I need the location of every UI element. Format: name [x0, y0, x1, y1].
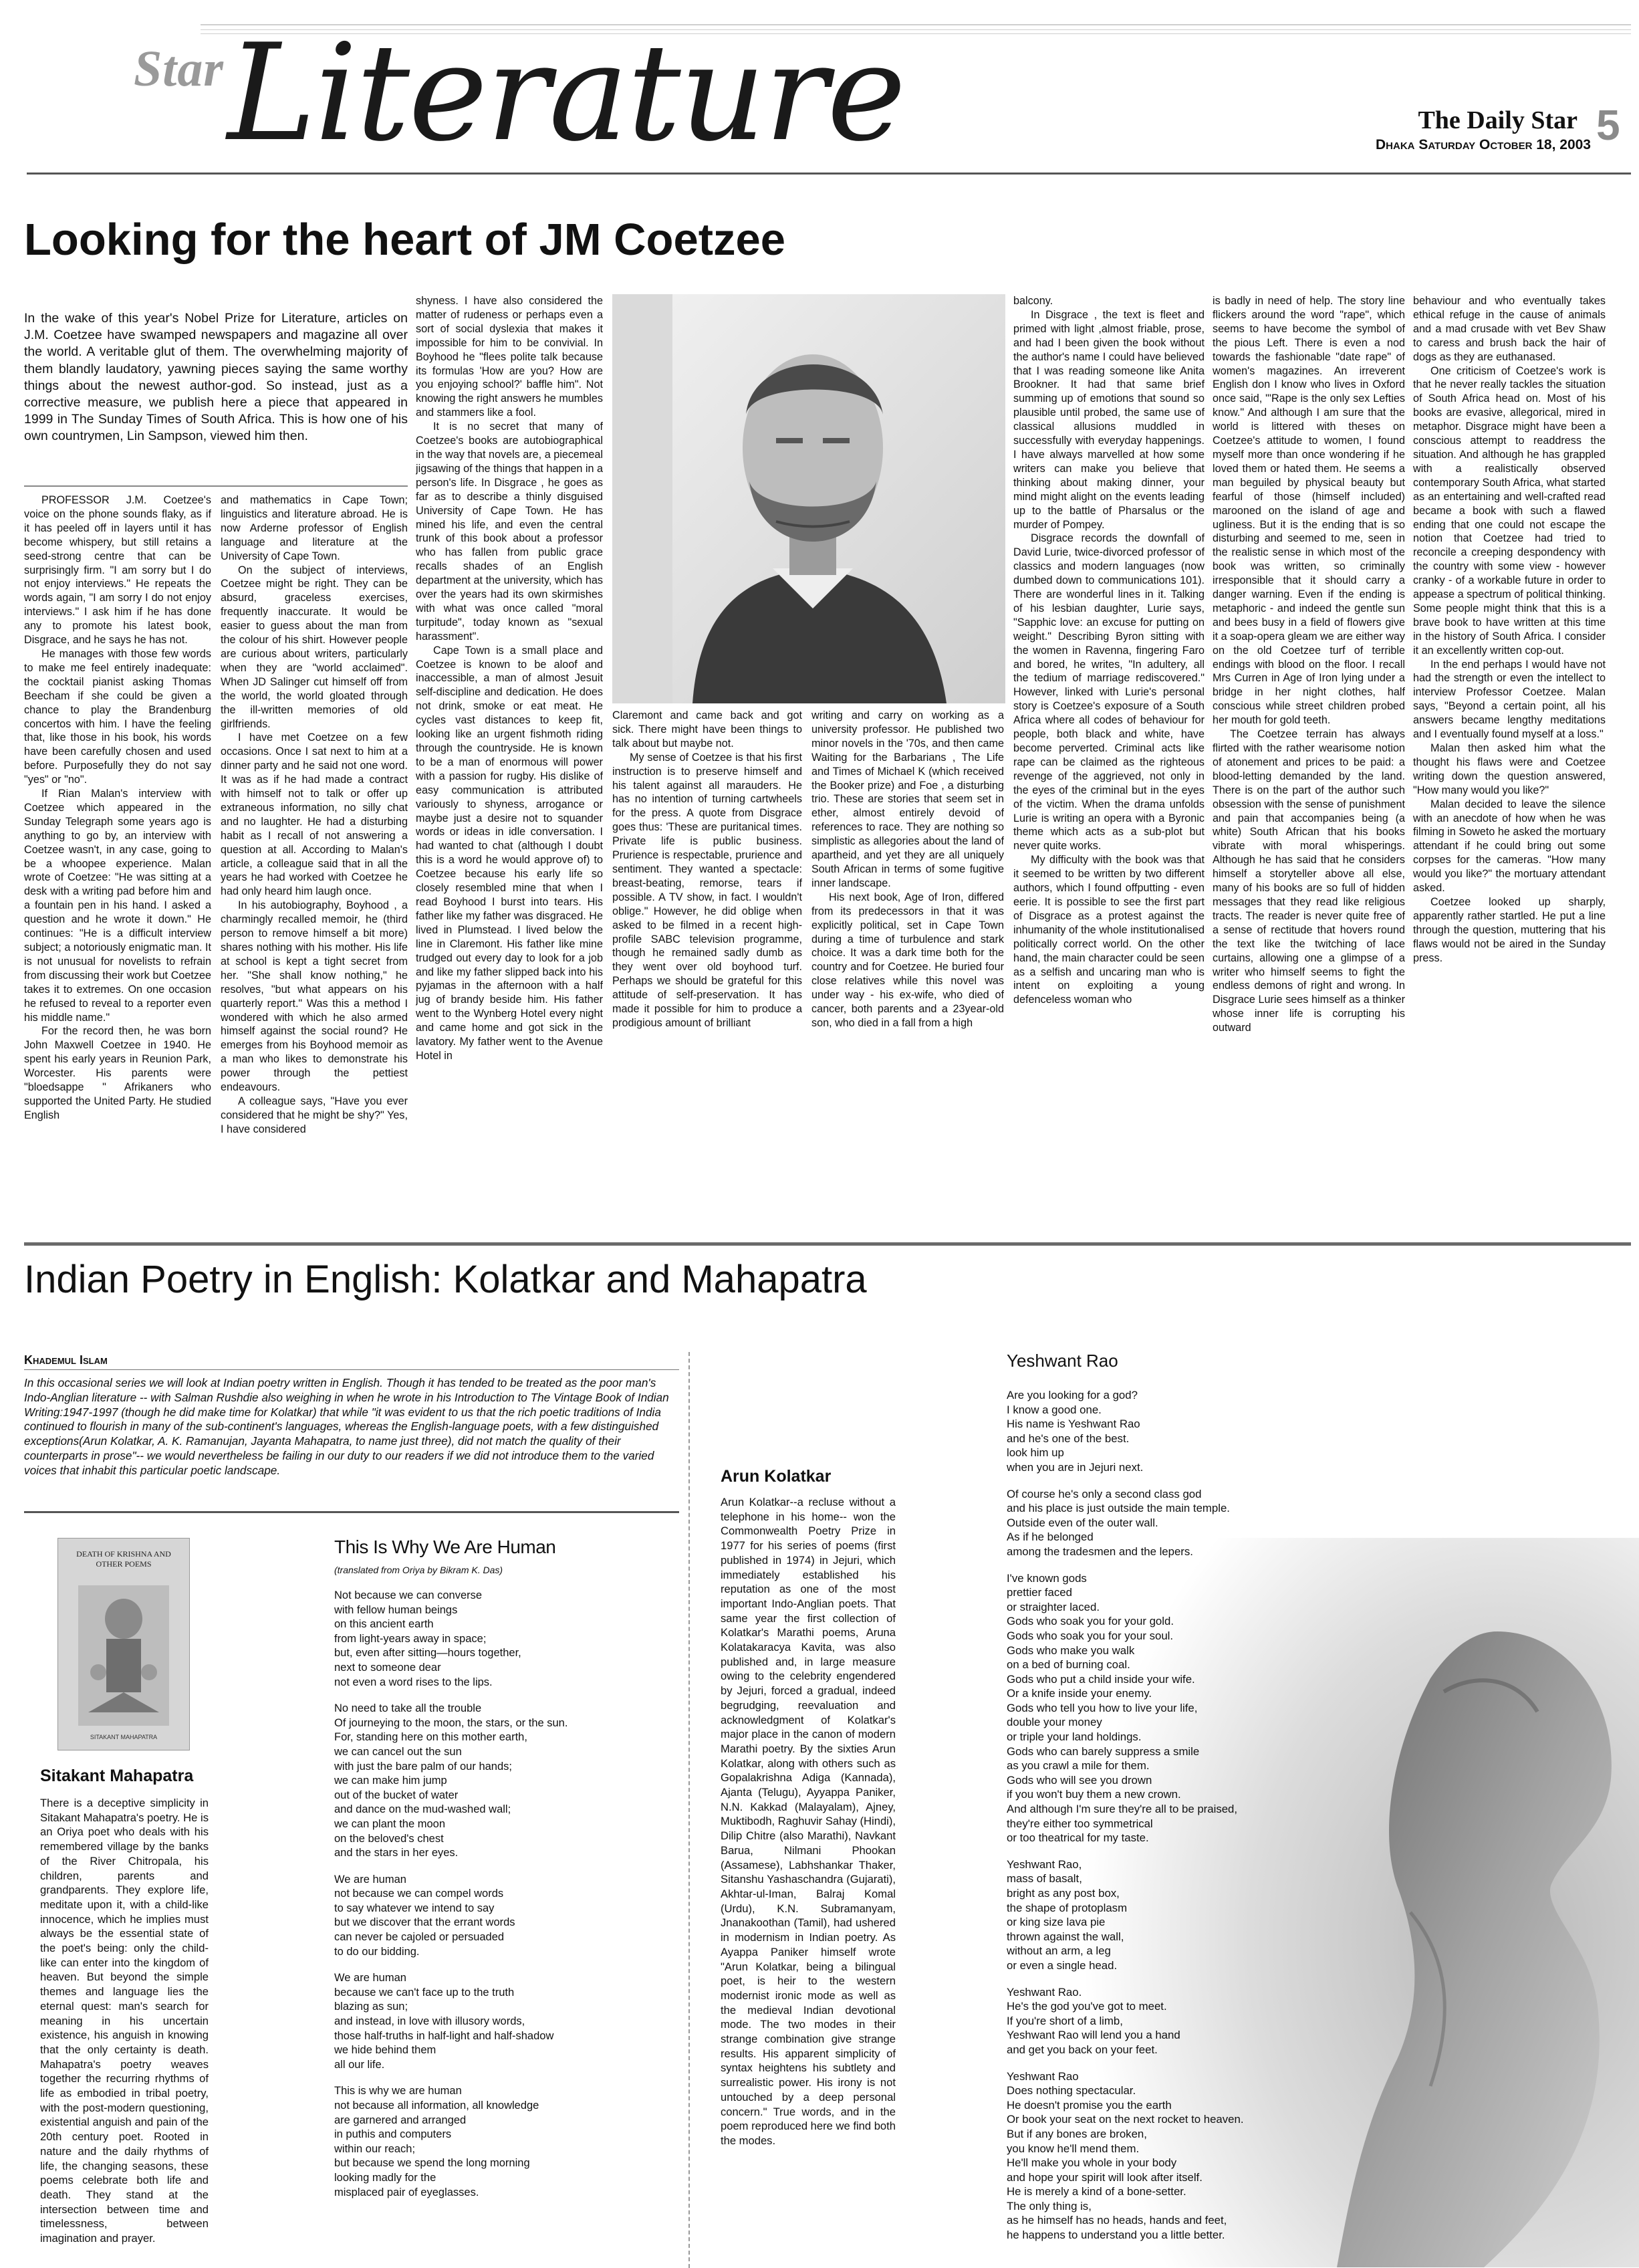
kolatkar-heading: Arun Kolatkar	[721, 1467, 832, 1486]
human-poem-subtitle: (translated from Oriya by Bikram K. Das)	[334, 1565, 503, 1575]
article-paragraph: behaviour and who eventually takes ethical refuge in the cause of animals and a mad crusade with vet Bev Shaw to caress and brush back the hair of dogs as they are euthanased.	[1413, 295, 1606, 363]
yeshwant-poem-body	[1007, 1388, 1434, 2267]
coetzee-column-3	[416, 294, 603, 1230]
article-paragraph: My difficulty with the book was that it seemed to be written by two different authors, which I found offputting - even eerie. It is possible to see the first part of Disgrace as a protest against the inhumanity of the whole institutionalised politically correct world. On the other hand, the main character could be seen as a selfish and uncaring man who is intent on exploiting a young defenceless woman who	[1013, 854, 1205, 1006]
coetzee-intro: In the wake of this year's Nobel Prize for Literature, articles on J.M. Coetzee have swamped newspapers and magazine all over the world. A veritable glut of them. The overwhelming majority of them blandly laudatory, yawning pieces saying the same worthy things about the newest author-god. So instead, just as a corrective measure, we publish here a piece that appeared in 1999 in The Sunday Times of South Africa. This is how one of his own countrymen, Lin Sampson, viewed him then.	[24, 311, 408, 444]
coetzee-column-1	[24, 493, 211, 1229]
book-cover-title: DEATH OF KRISHNA AND OTHER POEMS	[76, 1549, 171, 1569]
article-paragraph: is badly in need of help. The story line flickers around the word "rape", which seems to have become the symbol of the pious Left. There is even a nod towards the fashionable "date rape" of women's magazines. An irreverent English don I know who lives in Oxford once said, "'Rape is the only sex Lefties know." And although I am sure that the world is littered with theses on Coetzee's attitude to women, I found myself more than once wondering if he loved them or hated them. He seems a man beguiled by physical beauty but fearful of those (himself included) marooned on the island of age and ugliness. But it is the ending that is so disturbing and seemed to me, seen in the realistic sense in which most of the book was written, so criminally irresponsible that it should carry a danger warning. Even if the ending is metaphoric - and indeed the gentle sun and bees busy in a field of flowers give it a soap-opera gleam we are either way on the old Coetzee turf of terrible endings with blood on the floor. I recall Mrs Curren in Age of Iron lying under a bridge in her night clothes, half conscious while street children probed her mouth for gold teeth.	[1213, 295, 1405, 727]
poem-stanza: Are you looking for a god? I know a good one. His name is Yeshwant Rao and he's one of the best. look him up when you are in Jejuri next.	[1007, 1389, 1144, 1474]
article-paragraph: Coetzee looked up sharply, apparently rather startled. He put a line through the question, muttering that his flaws would not be aired in the Sunday press.	[1413, 895, 1606, 964]
poem-stanza: I've known gods prettier faced or straighter laced. Gods who soak you for your gold. Gods who soak you for your soul. Gods who make you walk on a bed of burning coal. Gods who put a child inside your wife. Or a knife inside your enemy. Gods who tell you how to live your life, double your money or triple your land holdings. Gods who can barely suppress a smile as you crawl a mile for them. Gods who will see you drown if you won't buy them a new crown. And although I'm sure they're all to be praised, they're either too symmetrical or too theatrical for my taste.	[1007, 1571, 1238, 1845]
book-cover-image	[57, 1538, 190, 1750]
article-paragraph: The Coetzee terrain has always flirted with the rather wearisome notion of atonement and prices to be paid: a blood-letting demanded by the land. There is on the part of the author such obsession with the sense of punishment and pain that accompanies being (a white) South African that his books vibrate with moral whisperings. Although he has said that he considers himself a storyteller above all else, many of his books are so full of hidden messages that they read like religious tracts. The reader is never quite free of a sense of rectitude that hovers round the text like the twitching of lace curtains, allowing one a glimpse of a writer who himself seems to fight the endless demons of right and wrong. In Disgrace Lurie sees himself as a thinker whose inner life is corrupting his outward	[1213, 728, 1405, 1034]
page-number: 5	[1596, 101, 1620, 149]
poem-stanza: Of course he's only a second class god and his place is just outside the main temple. Outside even of the outer wall. As if he belonged among the tradesmen and the lepers.	[1007, 1487, 1230, 1558]
article-paragraph: In his autobiography, Boyhood , a charmingly recalled memoir, he (third person to remove himself a bit more) shares nothing with his mother. His life at school is kept a tight secret from her. "She shall know nothing," he resolves, "but what appears on his quarterly report." Was this a method I wondered with which he also armed himself against the social round? He emerges from his Boyhood memoir as a man who likes to demonstrate his power through the pettiest endeavours.	[221, 899, 408, 1094]
masthead-underline	[27, 173, 1631, 175]
article-paragraph: I have met Coetzee on a few occasions. Once I sat next to him at a dinner party and he said not one word. It was as if he had made a contract with himself not to talk or offer up extraneous information, no silly chat and no laughter. He had a disturbing habit as I recall of not answering a question at all. According to Malan's article, a colleague said that in all the years he had worked with Coetzee he had only heard him laugh once.	[221, 731, 408, 898]
indian-byline: Khademul Islam	[24, 1353, 108, 1367]
article-paragraph: Cape Town is a small place and Coetzee is known to be aloof and inaccessible, a man of almost Jesuit self-discipline and dedication. He does not drink, smoke or eat meat. He cycles vast distances to keep fit, looking like an urgent fishmoth riding through the countryside. He is known to be a man of enormous will power with a passion for rugby. His dislike of easy communication is attributed variously to shyness, arrogance or maybe just a desire not to squander words or ideas in idle conversation. I had wanted to chat (although I doubt this is a word he would approve of) to Coetzee because his early life so closely resembled mine that when I read Boyhood I burst into tears. His father like my father was disgraced. He lived in Plumstead. I lived below the line in Claremont. His father like mine trudged out every day to look for a job and like my father slipped back into his pyjamas in the afternoon with a half jug of brandy beside him. His father went to the Wynberg Hotel every night and came home and got sick in the lavatory. My father went to the Avenue Hotel in	[416, 644, 603, 1062]
article-paragraph: Malan then asked him what the thought his flaws were and Coetzee writing down the question answered, "How many would you like?"	[1413, 742, 1606, 796]
article-paragraph: Malan decided to leave the silence with an anecdote of how when he was filming in Soweto he asked the mortuary attendant if he could bring out some corpses for the cameras. "How many would you like?" the mortuary attendant asked.	[1413, 798, 1606, 895]
article-paragraph: and mathematics in Cape Town; linguistics and literature abroad. He is now Arderne professor of English language and literature at the University of Cape Town.	[221, 494, 408, 562]
poem-stanza: We are human not because we can compel words to say whatever we intend to say but we discover that the errant words can never be cajoled or persuaded to do our bidding.	[334, 1873, 515, 1958]
article-paragraph: PROFESSOR J.M. Coetzee's voice on the phone sounds flaky, as if it has peeled off in layers until it has become whispery, but still retains a seed-strong centre that can be surprisingly firm. "I am sorry but I do not enjoy interviews." He repeats the words again, "I am sorry I do not enjoy interviews." I ask him if he has done any to promote his latest book, Disgrace, and he says he has not.	[24, 494, 211, 647]
article-paragraph: It is no secret that many of Coetzee's books are autobiographical in the way that novels are, a piecemeal jigsawing of the things that happen in a person's life. In Disgrace , he goes as far as to describe a thinly disguised University of Cape Town. He has mined his life, and even the central trunk of this book about a professor who has fallen from public grace recalls shades of an English department at the university, which has over the years had its own skirmishes with what was once called "moral turpitude", today known as "sexual harassment".	[416, 421, 603, 643]
sitakant-heading: Sitakant Mahapatra	[40, 1767, 194, 1785]
article-paragraph: On the subject of interviews, Coetzee might be right. They can be absurd, graceless exercises, frequently inaccurate. It would be easier to guess about the man from the colour of his shirt. However people are curious about writers, particularly when they are "world acclaimed". When JD Salinger cut himself off from the world, the world gloated through the ill-written memories of old girlfriends.	[221, 564, 408, 730]
intro-rule	[24, 485, 408, 487]
coetzee-portrait-photo	[612, 294, 1005, 703]
poem-stanza: No need to take all the trouble Of journeying to the moon, the stars, or the sun. For, standing here on this mother earth, we can cancel out the sun with just the bare palm of our hands; we can make him jump out of the bucket of water and dance on the mud-washed wall; we can plant the moon on the beloved's chest and the stars in her eyes.	[334, 1702, 568, 1859]
intro-bottom-rule	[24, 1511, 679, 1513]
coetzee-column-6	[1013, 294, 1205, 1230]
indian-intro: In this occasional series we will look at Indian poetry written in English. Though it has tended to be treated as the poor man's Indo-Anglian literature -- with Salman Rushdie also weighing in when he wrote in his Introduction to The Vintage Book of Indian Writing:1947-1997 (though he did make time for Kolatkar) that while "it was evident to us that the rich poetic traditions of India continued to flourish in many of the sub-continent's languages, whereas the English-language poets, with a few distinguished exceptions(Arun Kolatkar, A. K. Ramanujan, Jayanta Mahapatra, to name just three), did not match the quality of their counterparts in prose"-- we would nevertheless be failing in our duty to our readers if we did not introduce them to the varied voices that inhabit this particular poetic landscape.	[24, 1376, 669, 1477]
article-paragraph: If Rian Malan's interview with Coetzee which appeared in the Sunday Telegraph some years ago is anything to go by, an interview with Coetzee wasn't, in any case, going to be a whoopee experience. Malan wrote of Coetzee: "He was sitting at a desk with a writing pad before him and a fountain pen in his hand. I asked a question and he wrote it down." He continues: "He is a difficult interview subject; a notoriously enigmatic man. It is not unusual for novelists to refrain from discussing their work but Coetzee takes it to extremes. On one occasion he refused to reveal to a reporter even his middle name."	[24, 788, 211, 1024]
coetzee-column-4	[612, 709, 802, 1230]
human-poem-body	[334, 1589, 615, 2267]
book-cover-art	[58, 1539, 189, 1750]
article-paragraph: A colleague says, "Have you ever considered that he might be shy?" Yes, I have considered	[221, 1095, 408, 1135]
article-paragraph: Claremont and came back and got sick. There might have been things to talk about but maybe not.	[612, 709, 802, 750]
poem-stanza: Yeshwant Rao. He's the god you've got to meet. If you're short of a limb, Yeshwant Rao will lend you a hand and get you back on your feet.	[1007, 1985, 1180, 2056]
poem-stanza: This is why we are human not because all information, all knowledge are garnered and arranged in puthis and computers within our reach; but because we spend the long morning looking madly for the misplaced pair of eyeglasses.	[334, 2085, 539, 2198]
article-paragraph: His next book, Age of Iron, differed from its predecessors in that it was explicitly political, set in Cape Town during a time of turbulence and stark choice. It was a dark time both for the country and for Coetzee. He buried four close relatives while this novel was under way - his ex-wife, who died of cancer, both parents and a 23year-old son, who died in a fall from a high	[811, 891, 1004, 1029]
section-star: Star	[134, 41, 224, 97]
article-paragraph: In Disgrace , the text is fleet and primed with light ,almost friable, prose, and had I been given the book without the author's name I could have believed that I was reading someone like Anita Brookner. It had that same brief summing up of emotions that sound so plausible until probed, the same use of classical allusions muddled in successfully with everyday happenings. I have always marvelled at how some writers can make you believe that thinking about making dinner, your mind might alight on the events leading up to the battle of Pharsalus or the murder of Pompey.	[1013, 308, 1205, 531]
coetzee-column-8	[1413, 294, 1606, 1230]
article-paragraph: shyness. I have also considered the matter of rudeness or perhaps even a sort of social dyslexia that makes it impossible for him to be convivial. In Boyhood he "flees polite talk because its formulas 'How are you? How are you enjoying school?' baffle him". Not knowing the right answers he mumbles and stammers like a fool.	[416, 295, 603, 419]
article-paragraph: writing and carry on working as a university professor. He published two minor novels in the '70s, and then came Waiting for the Barbarians , The Life and Times of Michael K (which received the Booker prize) and Foe , a disturbing trio. These are stories that seem set in ether, almost entirely devoid of references to race. They are nothing so simplistic as allegories about the land of apartheid, and yet they are all uniquely South African in terms of some fugitive inner landscape.	[811, 709, 1004, 889]
byline-rule	[24, 1369, 679, 1370]
coetzee-headline: Looking for the heart of JM Coetzee	[24, 215, 786, 265]
section-divider	[24, 1242, 1631, 1246]
article-paragraph: My sense of Coetzee is that his first instruction is to preserve himself and his talent against all marauders. He has no intention of turning cartwheels for the press. A quote from Disgrace goes thus: 'These are puritanical times. Private life is public business. Prurience is respectable, prurience and sentiment. They wanted a spectacle: breast-beating, remorse, tears if possible. A TV show, in fact. I wouldn't oblige." However, he did oblige when asked to be filmed in a recent high-profile SABC television programme, though he remained sadly dumb as they went over old boyhood turf. Perhaps we should be grateful for this attitude of self-preservation. It has made it possible for him to produce a prodigious amount of brilliant	[612, 751, 802, 1029]
coetzee-column-2	[221, 493, 408, 1229]
dashed-separator	[688, 1352, 690, 2268]
indian-headline: Indian Poetry in English: Kolatkar and Mahapatra	[24, 1258, 867, 1301]
coetzee-column-5	[811, 709, 1004, 1230]
article-paragraph: One criticism of Coetzee's work is that he never really tackles the situation of South Africa head on. Most of his books are evasive, allegorical, mired in metaphor. Disgrace might have been a conscious attempt to readdress the situation. And although he has grappled with a realistically observed contemporary South Africa, what started as an entertaining and well-crafted read became a book with such a flawed ending that one could not escape the notion that Coetzee had tried to reconcile a creeping despondency with the country with some view - however cranky - of a workable future in order to appease a spectrum of political thinking. Some people might think that this is a brave book to have written at this time in the history of South Africa. I consider it an excellently written cop-out.	[1413, 364, 1606, 657]
article-paragraph: balcony.	[1013, 295, 1053, 307]
poem-stanza: Yeshwant Rao Does nothing spectacular. He doesn't promise you the earth Or book your seat on the next rocket to heaven. But if any bones are broken, you know he'll mend them. He'll make you whole in your body and hope your spirit will look after itself. He is merely a kind of a bone-setter. The only thing is, as he himself has no heads, hands and feet, he happens to understand you a little better.	[1007, 2069, 1244, 2242]
section-title: Literature	[227, 15, 905, 171]
poem-stanza: We are human because we can't face up to the truth blazing as sun; and instead, in love with illusory words, those half-truths in half-light and half-shadow we hide behind them all our life.	[334, 1972, 554, 2071]
kolatkar-text: Arun Kolatkar--a recluse without a telephone in his home-- won the Commonwealth Poetry Prize in 1977 for his series of poems (first published in 1974) in Jejuri, which immediately established his reputation as one of the most important Indo-Anglian poets. That same year the first collection of Kolatkar's Marathi poems, Aruna Kolatakaracya Kavita, was also published and, in large measure owing to the celebrity engendered by Jejuri, forced a gradual, indeed begrudging, reevaluation and acknowledgment of Kolatkar's major place in the canon of modern Marathi poetry. By the sixties Arun Kolatkar, along with others such as Gopalakrishna Adiga (Kannada), Ajanta (Telugu), Ayyappa Paniker, N.N. Kakkad (Malayalam), Ajney, Muktibodh, Raghuvir Sahay (Hindi), Dilip Chitre (also Marathi), Navkant Barua, Nilmani Phookan (Assamese), Labhshankar Thaker, Sitanshu Yashaschandra (Gujarati), Akhtar-ul-Iman, Balraj Komal (Urdu), K.N. Subramanyam, Jnanakoothan (Tamil), had ushered in modernism in Indian poetry. As Ayappa Paniker himself wrote "Arun Kolatkar, being a bilingual poet, is heir to the western modernist ironic mode as well as the medieval Indian devotional mode. The two modes in their strange combination give strange results. His apparent simplicity of syntax heightens his subtlety and surrealistic power. His irony is not untouched by a deep personal concern." True words, and in the poem reproduced here we find both the modes.	[721, 1496, 896, 2147]
portrait-illustration	[612, 294, 1005, 703]
article-paragraph: Disgrace records the downfall of David Lurie, twice-divorced professor of classics and modern languages (now dumbed down to communications 101). There are wonderful lines in it. Talking of his lesbian daughter, Lurie says, "Sapphic love: an excuse for putting on weight." Describing Byron sitting with the women in Ravenna, fingering Faro and bored, he writes, "In adultery, all the tedium of marriage rediscovered." However, linked with Lurie's personal story is Coetzee's exposure of a South Africa where all codes of behaviour for people, both black and white, have become perverted. Criminal acts like rape can be claimed as the righteous revenge of the aggrieved, not only in the eyes of the criminal but in the eyes of the victim. When the drama unfolds Lurie is writing an opera with a Byronic theme which acts as a sub-plot but never quite works.	[1013, 532, 1205, 853]
poem-stanza: Yeshwant Rao, mass of basalt, bright as any post box, the shape of protoplasm or king size lava pie thrown against the wall, without an arm, a leg or even a single head.	[1007, 1857, 1128, 1972]
book-cover-author: SITAKANT MAHAPATRA	[90, 1734, 158, 1740]
coetzee-column-7	[1213, 294, 1405, 1230]
poem-stanza: Not because we can converse with fellow human beings on this ancient earth from light-years away in space; but, even after sitting—hours together, next to someone dear not even a word rises to the lips.	[334, 1589, 521, 1688]
paper-name: The Daily Star	[1418, 106, 1578, 134]
article-paragraph: In the end perhaps I would have not had the strength or even the intellect to interview Professor Coetzee. Malan says, "Beyond a certain point, all his answers became lengthy meditations and I eventually found myself at a loss."	[1413, 658, 1606, 741]
human-poem-title: This Is Why We Are Human	[334, 1537, 556, 1557]
dateline: Dhaka Saturday October 18, 2003	[1376, 137, 1591, 152]
yeshwant-poem-title: Yeshwant Rao	[1007, 1351, 1118, 1371]
sitakant-text: There is a deceptive simplicity in Sitakant Mahapatra's poetry. He is an Oriya poet who deals with his remembered village by the banks of the River Chitropala, his children, parents and grandparents. They explore life, meditate upon it, with a child-like innocence, which he implies must always be the essential state of the poet's being: only the child-like can enter into the kingdom of heaven. But beyond the simple themes and language lies the eternal quest: man's search for meaning in his uncertain existence, his anguish in knowing that the only certainty is death. Mahapatra's poetry weaves together the recurring rhythms of life as embodied in tribal poetry, with the post-modern questioning, existential anguish and pain of the 20th century poet. Rooted in nature and the daily rhythms of life, the changing seasons, these poems celebrate both life and death. They stand at the intersection between time and timelessness, between imagination and prayer.	[40, 1797, 209, 2245]
article-paragraph: He manages with those few words to make me feel entirely inadequate: the cocktail pianist asking Thomas Beecham if she could be given a chance to play the Brandenburg concertos with him. I have the feeling that, like those in his book, his words have been carefully chosen and used before. Purposefully they do not say "yes" or "no".	[24, 647, 211, 786]
article-paragraph: For the record then, he was born John Maxwell Coetzee in 1940. He spent his early years in Reunion Park, Worcester. His parents were "bloedsappe " Afrikaners who supported the United Party. He studied English	[24, 1025, 211, 1121]
